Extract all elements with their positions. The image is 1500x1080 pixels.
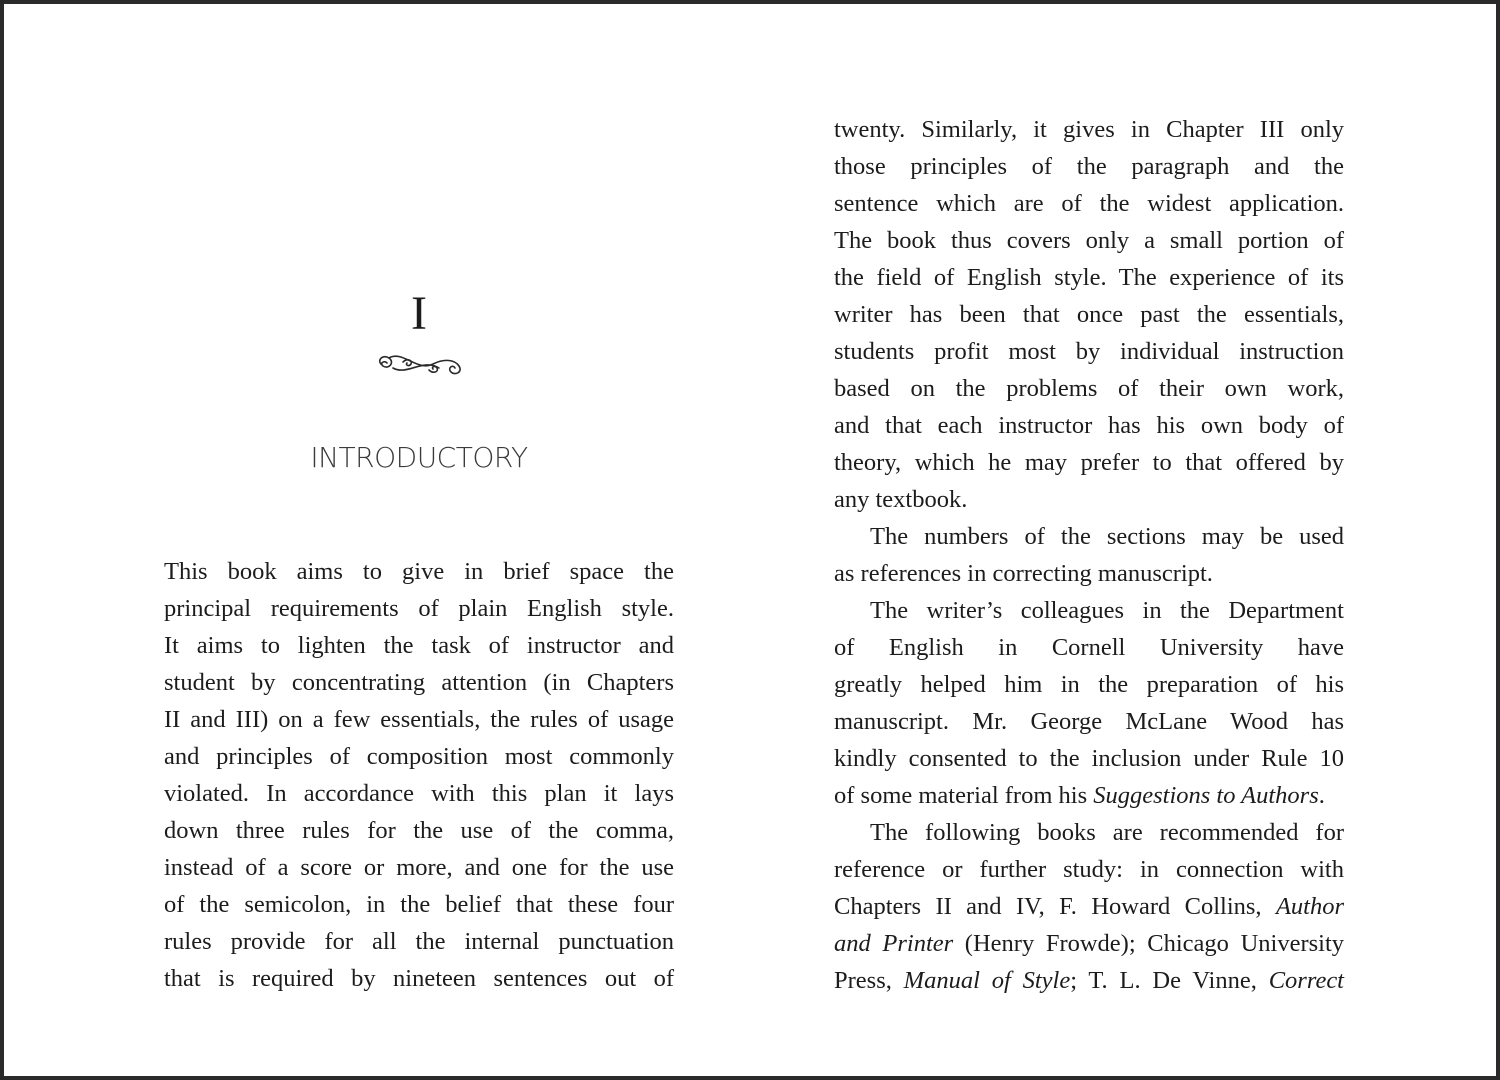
text-line — [834, 962, 1344, 999]
text-line: instead of a score or more, and one for the use — [164, 854, 674, 881]
paragraph-intro — [164, 553, 674, 997]
text-line — [834, 925, 1344, 962]
text-segment: Chapters II and IV, F. Howard Collins, — [834, 893, 1276, 920]
text-line: those principles of the paragraph and the — [834, 153, 1344, 180]
text-line: that is required by nineteen sentences out of — [164, 965, 674, 992]
text-line — [834, 777, 1344, 814]
text-line: as references in correcting manuscript. — [834, 560, 1213, 587]
text-line: violated. In accordance with this plan it lays — [164, 780, 674, 807]
text-line: down three rules for the use of the comma, — [164, 817, 674, 844]
text-line: any textbook. — [834, 486, 968, 513]
text-line: The numbers of the sections may be used — [870, 523, 1344, 550]
text-line: greatly helped him in the preparation of his — [834, 671, 1344, 698]
text-line: The writer’s colleagues in the Department — [870, 597, 1344, 624]
flourish-ornament-icon — [373, 348, 465, 382]
book-title-italic: and Printer — [834, 930, 954, 957]
right-text-column — [834, 111, 1344, 999]
text-line: II and III) on a few essentials, the rules of usage — [164, 706, 674, 733]
text-line: of English in Cornell University have — [834, 634, 1344, 661]
text-line: It aims to lighten the task of instructor and — [164, 632, 674, 659]
text-line: and principles of composition most commonly — [164, 743, 674, 770]
text-line: the field of English style. The experience of its — [834, 264, 1344, 291]
book-title-italic: Author — [1275, 893, 1344, 920]
chapter-numeral: I — [411, 287, 427, 340]
text-line — [834, 888, 1344, 925]
text-line: manuscript. Mr. George McLane Wood has — [834, 708, 1344, 735]
text-line: rules provide for all the internal punctuation — [164, 928, 674, 955]
text-line: kindly consented to the inclusion under Rule 10 — [834, 745, 1344, 772]
text-segment: Press, — [834, 967, 904, 994]
text-line: of the semicolon, in the belief that these four — [164, 891, 674, 918]
text-line: theory, which he may prefer to that offered by — [834, 449, 1344, 476]
text-segment: ; T. L. De Vinne, — [1070, 967, 1269, 994]
text-line: based on the problems of their own work, — [834, 375, 1344, 402]
text-line: reference or further study: in connection with — [834, 856, 1344, 883]
text-line: The book thus covers only a small portion of — [834, 227, 1344, 254]
text-line: principal requirements of plain English style. — [164, 595, 674, 622]
left-text-column — [164, 553, 674, 997]
paragraph-colleagues — [834, 592, 1344, 814]
paragraph-continuation — [834, 111, 1344, 518]
text-line: writer has been that once past the essentials, — [834, 301, 1344, 328]
text-line: and that each instructor has his own body of — [834, 412, 1344, 439]
paragraph-recommended-books — [834, 814, 1344, 999]
text-line: sentence which are of the widest application. — [834, 190, 1344, 217]
book-title-italic: Suggestions to Authors — [1093, 782, 1319, 809]
chapter-title: INTRODUCTORY — [310, 441, 528, 474]
book-title-italic: Manual of Style — [903, 967, 1071, 994]
text-line: This book aims to give in brief space the — [164, 558, 674, 585]
text-segment: . — [1318, 782, 1325, 809]
text-line: student by concentrating attention (in Chapters — [164, 669, 674, 696]
paragraph-sections — [834, 518, 1344, 592]
book-title-italic: Correct — [1268, 967, 1344, 994]
text-segment: of some material from his — [834, 782, 1094, 809]
text-line: twenty. Similarly, it gives in Chapter III only — [834, 116, 1344, 143]
text-line: The following books are recommended for — [870, 819, 1344, 846]
text-line: students profit most by individual instruction — [834, 338, 1344, 365]
text-segment: (Henry Frowde); Chicago University — [953, 930, 1345, 957]
